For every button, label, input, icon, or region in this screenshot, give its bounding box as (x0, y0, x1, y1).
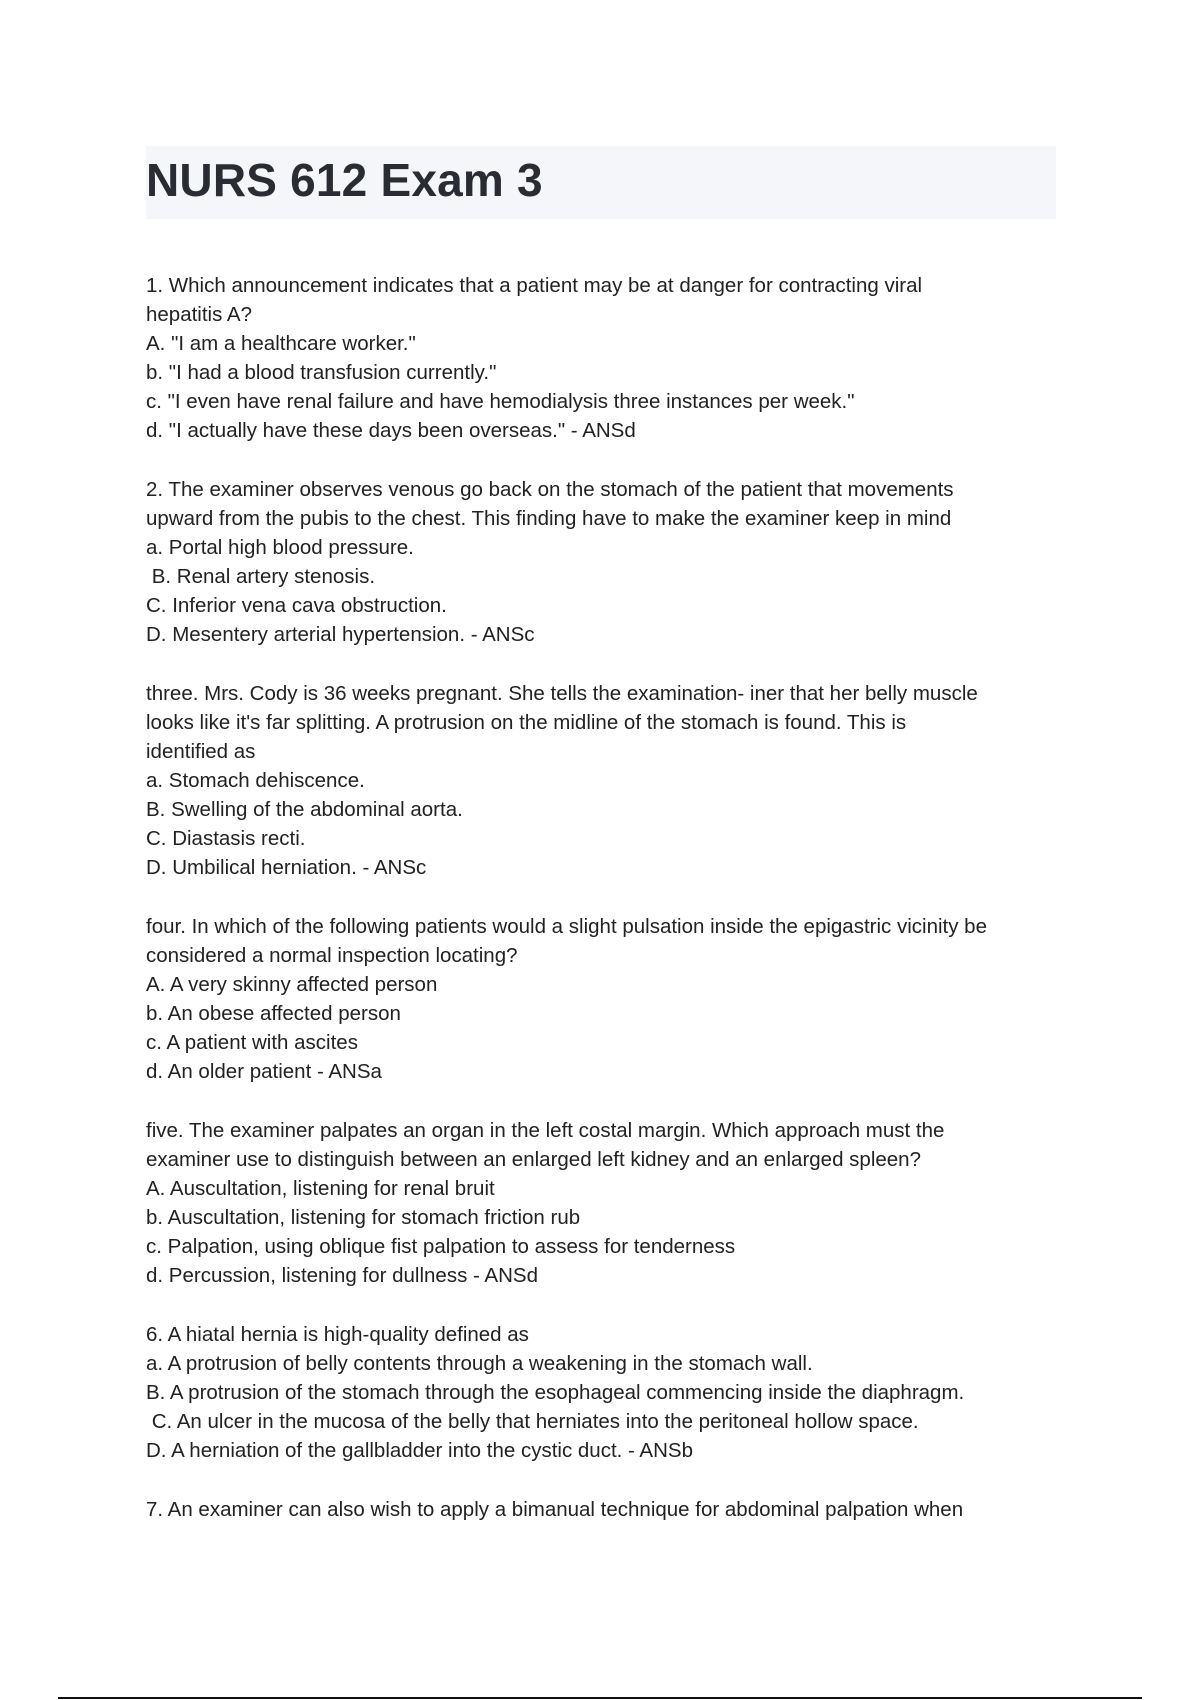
answer-option: c. A patient with ascites (146, 1031, 358, 1054)
answer-option: c. "I even have renal failure and have hemodialysis three instances per week." (146, 390, 855, 413)
question-line: 7. An examiner can also wish to apply a bimanual technique for abdominal palpation when (146, 1498, 964, 1521)
answer-option: B. A protrusion of the stomach through the esophageal commencing inside the diaphragm. (146, 1381, 965, 1404)
question-list (146, 271, 1076, 1554)
question-line: 1. Which announcement indicates that a patient may be at danger for contracting viral (146, 274, 923, 297)
answer-option: D. A herniation of the gallbladder into the cystic duct. - ANSb (146, 1439, 693, 1462)
answer-option: B. Renal artery stenosis. (146, 565, 376, 588)
answer-option: a. Stomach dehiscence. (146, 769, 365, 792)
question-4 (146, 912, 1076, 1086)
question-6 (146, 1320, 1076, 1465)
answer-option: c. Palpation, using oblique fist palpation to assess for tenderness (146, 1235, 736, 1258)
question-3 (146, 679, 1076, 882)
answer-option: d. "I actually have these days been overseas." - ANSd (146, 419, 636, 442)
question-line: considered a normal inspection locating? (146, 944, 518, 967)
answer-option: A. "I am a healthcare worker." (146, 332, 416, 355)
page-bottom-rule (58, 1697, 1142, 1699)
question-line: upward from the pubis to the chest. This finding have to make the examiner keep in mind (146, 507, 952, 530)
question-line: looks like it's far splitting. A protrusion on the midline of the stomach is found. This is (146, 711, 907, 734)
page-title: NURS 612 Exam 3 (146, 154, 543, 206)
answer-option: B. Swelling of the abdominal aorta. (146, 798, 463, 821)
answer-option: C. Diastasis recti. (146, 827, 306, 850)
answer-option: b. Auscultation, listening for stomach friction rub (146, 1206, 581, 1229)
question-2 (146, 475, 1076, 649)
question-line: 6. A hiatal hernia is high-quality defined as (146, 1323, 529, 1346)
answer-option: D. Mesentery arterial hypertension. - ANSc (146, 623, 535, 646)
answer-option: a. A protrusion of belly contents through a weakening in the stomach wall. (146, 1352, 813, 1375)
question-line: four. In which of the following patients would a slight pulsation inside the epigastric vicinity be (146, 915, 987, 938)
answer-option: a. Portal high blood pressure. (146, 536, 414, 559)
answer-option: d. An older patient - ANSa (146, 1060, 382, 1083)
answer-option: A. Auscultation, listening for renal bruit (146, 1177, 495, 1200)
question-5 (146, 1116, 1076, 1290)
answer-option: b. "I had a blood transfusion currently." (146, 361, 497, 384)
question-line: five. The examiner palpates an organ in the left costal margin. Which approach must the (146, 1119, 945, 1142)
answer-option: d. Percussion, listening for dullness - ANSd (146, 1264, 538, 1287)
question-line: examiner use to distinguish between an enlarged left kidney and an enlarged spleen? (146, 1148, 921, 1171)
answer-option: A. A very skinny affected person (146, 973, 438, 996)
question-7 (146, 1495, 1076, 1524)
question-line: three. Mrs. Cody is 36 weeks pregnant. She tells the examination- iner that her belly muscle (146, 682, 978, 705)
question-line: 2. The examiner observes venous go back on the stomach of the patient that movements (146, 478, 954, 501)
answer-option: b. An obese affected person (146, 1002, 401, 1025)
answer-option: C. An ulcer in the mucosa of the belly that herniates into the peritoneal hollow space. (146, 1410, 919, 1433)
answer-option: D. Umbilical herniation. - ANSc (146, 856, 427, 879)
question-line: hepatitis A? (146, 303, 252, 326)
question-line: identified as (146, 740, 256, 763)
title-banner (146, 146, 1056, 219)
question-1 (146, 271, 1076, 445)
answer-option: C. Inferior vena cava obstruction. (146, 594, 447, 617)
